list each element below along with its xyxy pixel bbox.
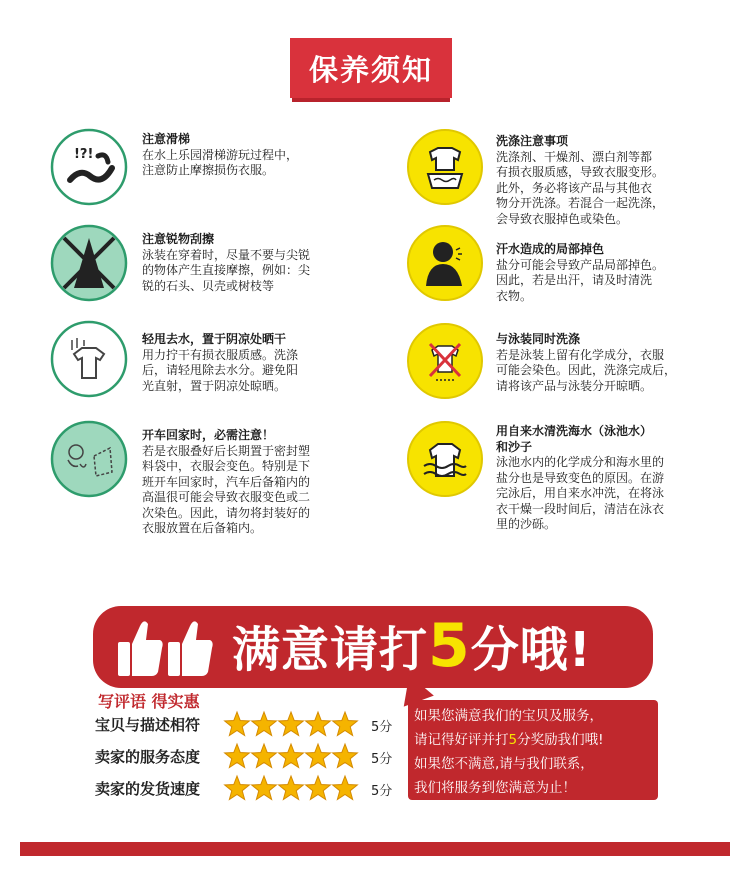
item-text-line: 衣物。 — [496, 288, 533, 303]
item-text-line: 锐的石头、贝壳或树枝等 — [142, 278, 275, 293]
item-text-line: 盐分也是导致变色的原因。在游 — [496, 470, 665, 485]
item-text-line: 高温很可能会导致衣服变色或二 — [142, 490, 311, 504]
item-text-line: 的物体产生直接摩擦，例如：尖 — [142, 263, 311, 277]
item-heading: 注意滑梯 — [142, 132, 191, 146]
item-text-line: 若是衣服叠好后长期置于密封塑 — [142, 443, 311, 458]
no-mix-wash-icon — [406, 322, 484, 400]
item-text-line: 物分开洗涤。若混合一起洗涤， — [496, 196, 665, 210]
star-icon — [225, 712, 250, 736]
sweat-person-icon — [406, 224, 484, 302]
item-text-line: 次染色。因此，请勿将封装好的 — [142, 505, 311, 520]
item-text-line: 因此，若是出汗，请及时清洗 — [496, 273, 653, 287]
item-text-line: 请将该产品与泳装分开晾晒。 — [496, 378, 653, 393]
item-text-line: 盐分可能会导致产品局部掉色。 — [496, 257, 665, 272]
item-text-line: 后，请轻甩除去水分。避免阳 — [142, 363, 299, 377]
star-icon — [306, 776, 331, 800]
star-rating — [223, 742, 363, 770]
item-text-line: 光直射，置于阴凉处晾晒。 — [142, 378, 287, 393]
promo-line: 请记得好评并打5分奖励我们哦! — [414, 732, 604, 748]
rating-row — [95, 774, 405, 802]
item-heading: 注意锐物刮擦 — [142, 232, 215, 246]
banner-five: 5 — [428, 611, 471, 681]
promo-box — [408, 700, 658, 800]
item-text-line: 洗涤剂、干燥剂、漂白剂等都 — [496, 149, 653, 164]
item-text-line: 衣干燥一段时间后，清洁在泳衣 — [496, 501, 665, 516]
star-icon — [252, 776, 277, 800]
item-text-line: 料袋中，衣服会变色。特别是下 — [142, 459, 311, 473]
item-heading: 与泳装同时洗涤 — [496, 332, 581, 346]
rating-score: 5分 — [371, 752, 393, 767]
shake-dry-icon — [50, 320, 128, 398]
star-rating — [223, 774, 363, 802]
wash-shirt-icon — [406, 128, 484, 206]
item-text-line: 用力拧干有损衣服质感。洗涤 — [142, 347, 299, 362]
item-text-line: 完泳后，用自来水冲洗，在将泳 — [496, 486, 665, 500]
star-icon — [252, 744, 277, 768]
item-text-line: 里的沙砾。 — [496, 517, 557, 531]
item-text-line: 会导致衣服掉色或染色。 — [496, 211, 629, 226]
star-icon — [225, 776, 250, 800]
item-heading: 汗水造成的局部掉色 — [496, 242, 605, 256]
rating-row — [95, 710, 405, 738]
promo-line: 如果您不满意,请与我们联系， — [414, 756, 594, 772]
item-text-line: 班开车回家时，汽车后备箱内的 — [142, 474, 311, 489]
banner-text — [232, 611, 592, 681]
item-text-line: 有损衣服质感，导致衣服变形。 — [496, 165, 665, 179]
star-icon — [333, 744, 358, 768]
star-icon — [252, 712, 277, 736]
promo-line: 我们将服务到您满意为止！ — [414, 780, 576, 796]
rating-label: 卖家的服务态度 — [95, 748, 201, 766]
star-icon — [225, 744, 250, 768]
item-text-line: 注意防止摩擦损伤衣服。 — [142, 163, 275, 177]
car-heat-icon — [50, 420, 128, 498]
item-heading: 用自来水清洗海水（泳池水） — [496, 424, 653, 438]
banner-post: 分哦! — [470, 622, 592, 678]
star-rating — [223, 710, 363, 738]
rating-score: 5分 — [371, 720, 393, 735]
star-icon — [279, 744, 304, 768]
item-heading: 轻甩去水，置于阴凉处晒干 — [142, 332, 287, 346]
bottom-bar — [20, 842, 730, 856]
sharp-object-icon — [50, 224, 128, 302]
item-text-line: 泳池水内的化学成分和海水里的 — [496, 455, 665, 469]
star-icon — [279, 776, 304, 800]
rating-label: 卖家的发货速度 — [95, 780, 201, 798]
item-text-line: 可能会染色。因此，洗涤完成后， — [496, 363, 677, 377]
item-text-line: 若是泳装上留有化学成分，衣服 — [496, 347, 665, 362]
page-title: 保养须知 — [290, 38, 452, 98]
rating-score: 5分 — [371, 784, 393, 799]
star-icon — [306, 712, 331, 736]
item-heading: 洗涤注意事项 — [496, 134, 569, 148]
banner-pre: 满意请打 — [232, 622, 429, 678]
review-title: 写评语 得实惠 — [98, 692, 200, 711]
item-text-line: 此外，务必将该产品与其他衣 — [496, 180, 653, 195]
slide-warning-icon — [50, 128, 128, 206]
thumbs-up-icon — [112, 612, 218, 682]
rating-row — [95, 742, 405, 770]
item-text-line: 泳装在穿着时，尽量不要与尖锐 — [142, 247, 311, 262]
star-icon — [333, 712, 358, 736]
rinse-shirt-icon — [406, 420, 484, 498]
item-heading-cont: 和沙子 — [496, 439, 533, 454]
svg-text:!?!: !?! — [74, 147, 94, 162]
promo-line: 如果您满意我们的宝贝及服务， — [414, 708, 603, 724]
star-icon — [333, 776, 358, 800]
star-icon — [279, 712, 304, 736]
item-heading: 开车回家时，必需注意！ — [142, 428, 275, 442]
item-text-line: 衣服放置在后备箱内。 — [142, 521, 263, 535]
star-icon — [306, 744, 331, 768]
item-text-line: 在水上乐园滑梯游玩过程中， — [142, 147, 299, 162]
rating-label: 宝贝与描述相符 — [95, 716, 201, 734]
